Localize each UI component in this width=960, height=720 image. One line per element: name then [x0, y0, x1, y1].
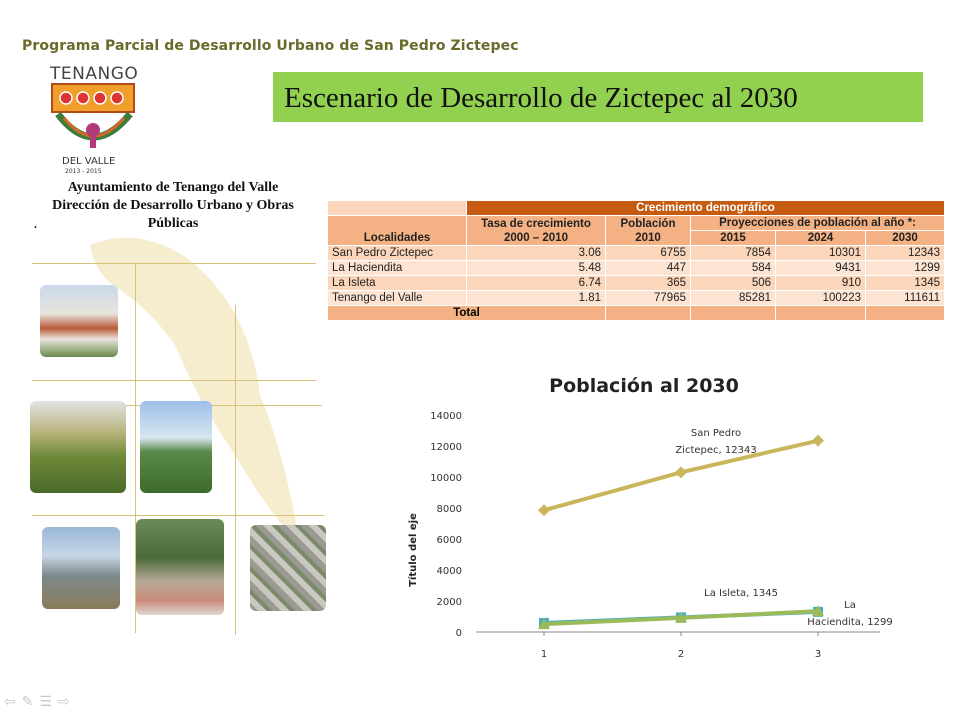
annotation-label: San Pedro — [690, 428, 742, 439]
row-name: La Haciendita — [328, 261, 467, 276]
row-name: La Isleta — [328, 276, 467, 291]
row-2024: 910 — [776, 276, 866, 291]
mountain-field-photo — [140, 401, 212, 493]
title-banner — [273, 72, 923, 122]
institution-bullet: . — [34, 217, 37, 231]
header-tasa — [467, 216, 606, 246]
header-poblacion-line2: 2010 — [635, 231, 661, 244]
annotation-label: La — [844, 600, 856, 611]
row-tasa: 6.74 — [467, 276, 606, 291]
header-year-2024: 2024 — [776, 231, 866, 246]
row-2015: 7854 — [691, 246, 776, 261]
total-cell — [866, 306, 945, 321]
row-2030: 12343 — [866, 246, 945, 261]
row-tasa: 3.06 — [467, 246, 606, 261]
x-tick-label: 1 — [540, 649, 548, 660]
row-2024: 100223 — [776, 291, 866, 306]
arrow-right-icon[interactable]: ⇨ — [58, 694, 76, 710]
total-cell — [606, 306, 691, 321]
slide-nav[interactable] — [4, 694, 76, 710]
church-photo — [40, 285, 118, 357]
cornfield-photo — [30, 401, 126, 493]
row-tasa: 1.81 — [467, 291, 606, 306]
menu-icon[interactable]: ☰ — [39, 694, 59, 710]
total-row — [328, 306, 945, 321]
y-tick-label: 8000 — [436, 504, 462, 515]
population-chart — [380, 360, 940, 670]
banner-title: Escenario de Desarrollo de Zictepec al 2030 — [284, 82, 798, 114]
logo-years: 2013 - 2015 — [65, 168, 102, 175]
table-caption: Crecimiento demográfico — [467, 201, 945, 216]
annotation-label: Haciendita, 1299 — [807, 617, 893, 628]
row-pob: 77965 — [606, 291, 691, 306]
y-tick-label: 2000 — [436, 597, 462, 608]
header-year-2030: 2030 — [866, 231, 945, 246]
row-2030: 1299 — [866, 261, 945, 276]
grid-line — [32, 380, 316, 381]
total-cell — [776, 306, 866, 321]
aerial-photo — [250, 525, 326, 611]
header-localidades-label: Localidades — [363, 232, 431, 244]
institution-line-1: Ayuntamiento de Tenango del Valle — [67, 180, 279, 195]
grid-line — [32, 515, 324, 516]
row-pob: 6755 — [606, 246, 691, 261]
photo-collage — [0, 215, 340, 655]
series-group — [538, 605, 824, 629]
header-proyecciones: Proyecciones de población al año *: — [691, 216, 945, 231]
y-tick-label: 0 — [455, 628, 462, 639]
grid-line — [235, 305, 236, 635]
row-2030: 111611 — [866, 291, 945, 306]
row-2024: 9431 — [776, 261, 866, 276]
y-axis-label: Título del eje — [408, 513, 419, 587]
row-tasa: 5.48 — [467, 261, 606, 276]
grid-line — [32, 263, 316, 264]
annotation-label: Zictepec, 12343 — [675, 445, 757, 456]
y-tick-label: 10000 — [430, 473, 462, 484]
table-row — [328, 291, 945, 306]
pen-icon[interactable]: ✎ — [21, 694, 40, 710]
x-tick-label: 3 — [814, 649, 822, 660]
arrow-left-icon[interactable]: ⇦ — [4, 694, 22, 710]
data-point — [812, 435, 824, 447]
row-2015: 85281 — [691, 291, 776, 306]
y-tick-label: 12000 — [430, 442, 462, 453]
table-row — [328, 276, 945, 291]
y-tick-label: 4000 — [436, 566, 462, 577]
header-localidades — [328, 216, 467, 246]
table-row — [328, 261, 945, 276]
y-tick-label: 6000 — [436, 535, 462, 546]
logo-name: TENANGO — [50, 64, 139, 84]
row-2015: 506 — [691, 276, 776, 291]
valley-photo — [42, 527, 120, 609]
header-tasa-line1: Tasa de crecimiento — [481, 217, 591, 230]
header-tasa-line2: 2000 – 2010 — [504, 231, 568, 244]
y-tick-label: 14000 — [430, 411, 462, 422]
header-poblacion-line1: Población — [620, 217, 676, 230]
total-cell — [691, 306, 776, 321]
data-point — [538, 504, 550, 516]
annotation-label: La Isleta, 1345 — [704, 588, 778, 599]
institution-line-3: Públicas — [147, 216, 199, 231]
data-point — [675, 466, 687, 478]
row-2024: 10301 — [776, 246, 866, 261]
row-pob: 365 — [606, 276, 691, 291]
demographic-table — [327, 200, 945, 321]
row-pob: 447 — [606, 261, 691, 276]
row-name: San Pedro Zictepec — [328, 246, 467, 261]
chart-title: Población al 2030 — [549, 375, 739, 397]
header-year-2015: 2015 — [691, 231, 776, 246]
table-corner — [328, 201, 467, 216]
row-2030: 1345 — [866, 276, 945, 291]
row-name: Tenango del Valle — [328, 291, 467, 306]
x-tick-label: 2 — [677, 649, 685, 660]
institution-line-2: Dirección de Desarrollo Urbano y Obras — [52, 198, 294, 213]
tenango-logo — [44, 62, 144, 174]
row-2015: 584 — [691, 261, 776, 276]
town-photo — [136, 519, 224, 615]
header-poblacion — [606, 216, 691, 246]
logo-subtitle: DEL VALLE — [62, 156, 116, 167]
total-label: Total — [328, 306, 606, 321]
table-row — [328, 246, 945, 261]
program-title: Programa Parcial de Desarrollo Urbano de San Pedro Zictepec — [22, 38, 519, 54]
